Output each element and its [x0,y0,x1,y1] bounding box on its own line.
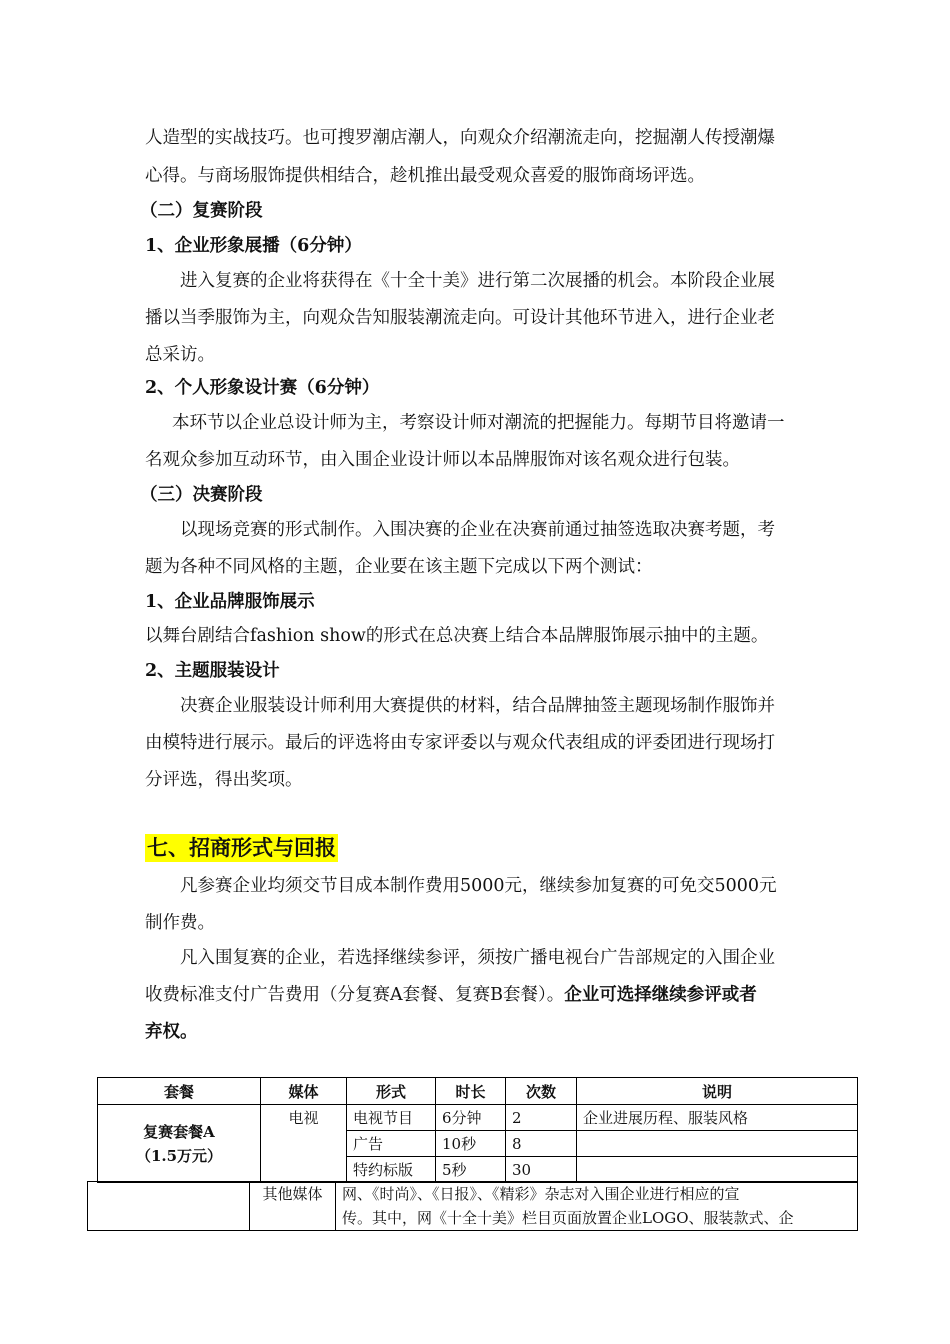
table-header: 时长 [436,1078,506,1105]
body-text-line: 播以当季服饰为主，向观众告知服装潮流走向。可设计其他环节进入，进行企业老 [145,308,775,328]
package-table-continued [87,1181,858,1231]
package-price: （1.5万元） [135,1146,223,1165]
package-table [97,1077,858,1183]
note-cell [336,1182,858,1231]
package-cell-empty [88,1182,250,1231]
table-header: 套餐 [98,1078,261,1105]
table-header-row [98,1078,858,1105]
count-cell: 8 [506,1131,577,1157]
body-text-line: 凡参赛企业均须交节目成本制作费用5000元，继续参加复赛的可免交5000元 [180,876,777,896]
item-heading: 2、个人形象设计赛（6分钟） [145,378,380,398]
body-text-line: 弃权。 [145,1022,198,1042]
body-text-line: 凡入围复赛的企业，若选择继续参评，须按广播电视台广告部规定的入围企业 [180,948,775,968]
table-header: 形式 [347,1078,436,1105]
body-text-line [145,983,850,1007]
form-cell: 电视节目 [347,1105,436,1131]
body-text-line: 名观众参加互动环节，由入围企业设计师以本品牌服饰对该名观众进行包装。 [145,450,740,470]
note-line: 网、《时尚》、《日报》、《精彩》杂志对入围企业进行相应的宣 [342,1185,740,1203]
note-line: 传。其中，网《十全十美》栏目页面放置企业LOGO、服装款式、企 [342,1209,794,1227]
body-text-line: 以舞台剧结合fashion show的形式在总决赛上结合本品牌服饰展示抽中的主题。 [145,626,769,646]
duration-cell: 10秒 [436,1131,506,1157]
form-cell: 特约标版 [347,1157,436,1183]
body-text-line: 人造型的实战技巧。也可搜罗潮店潮人，向观众介绍潮流走向，挖掘潮人传授潮爆 [145,128,775,148]
subsection-heading: （二）复赛阶段 [140,201,263,221]
note-cell [577,1131,858,1157]
table-header: 次数 [506,1078,577,1105]
package-name: 复赛套餐A [143,1122,215,1141]
item-heading: 2、主题服装设计 [145,661,280,681]
count-cell: 2 [506,1105,577,1131]
count-cell: 30 [506,1157,577,1183]
note-cell: 企业进展历程、服装风格 [577,1105,858,1131]
body-text-line: 总采访。 [145,345,215,365]
duration-cell: 5秒 [436,1157,506,1183]
media-cell: 其他媒体 [250,1182,336,1231]
body-text-line: 由模特进行展示。最后的评选将由专家评委以与观众代表组成的评委团进行现场打 [145,733,775,753]
package-cell [98,1105,261,1183]
item-heading: 1、企业形象展播（6分钟） [145,236,362,256]
item-heading: 1、企业品牌服饰展示 [145,592,315,612]
section-heading: 七、招商形式与回报 [147,835,336,860]
body-text-line: 以现场竞赛的形式制作。入围决赛的企业在决赛前通过抽签选取决赛考题，考 [180,520,775,540]
table-header: 说明 [577,1078,858,1105]
media-cell: 电视 [261,1105,347,1183]
table-row [88,1182,858,1231]
body-text-bold-segment: 企业可选择继续参评或者 [564,985,757,1005]
note-cell [577,1157,858,1183]
body-text-line: 制作费。 [145,913,215,933]
table-header: 媒体 [261,1078,347,1105]
body-text-line: 决赛企业服装设计师利用大赛提供的材料，结合品牌抽签主题现场制作服饰并 [180,696,775,716]
body-text-segment: 收费标准支付广告费用（分复赛A套餐、复赛B套餐）。 [145,985,565,1005]
body-text-line: 本环节以企业总设计师为主，考察设计师对潮流的把握能力。每期节目将邀请一 [172,413,785,433]
duration-cell: 6分钟 [436,1105,506,1131]
body-text-line: 心得。与商场服饰提供相结合，趁机推出最受观众喜爱的服饰商场评选。 [145,166,705,186]
table-row [98,1105,858,1131]
subsection-heading: （三）决赛阶段 [140,485,263,505]
body-text-line: 进入复赛的企业将获得在《十全十美》进行第二次展播的机会。本阶段企业展 [180,271,775,291]
body-text-line: 题为各种不同风格的主题，企业要在该主题下完成以下两个测试： [145,557,653,577]
form-cell: 广告 [347,1131,436,1157]
body-text-line: 分评选，得出奖项。 [145,770,303,790]
